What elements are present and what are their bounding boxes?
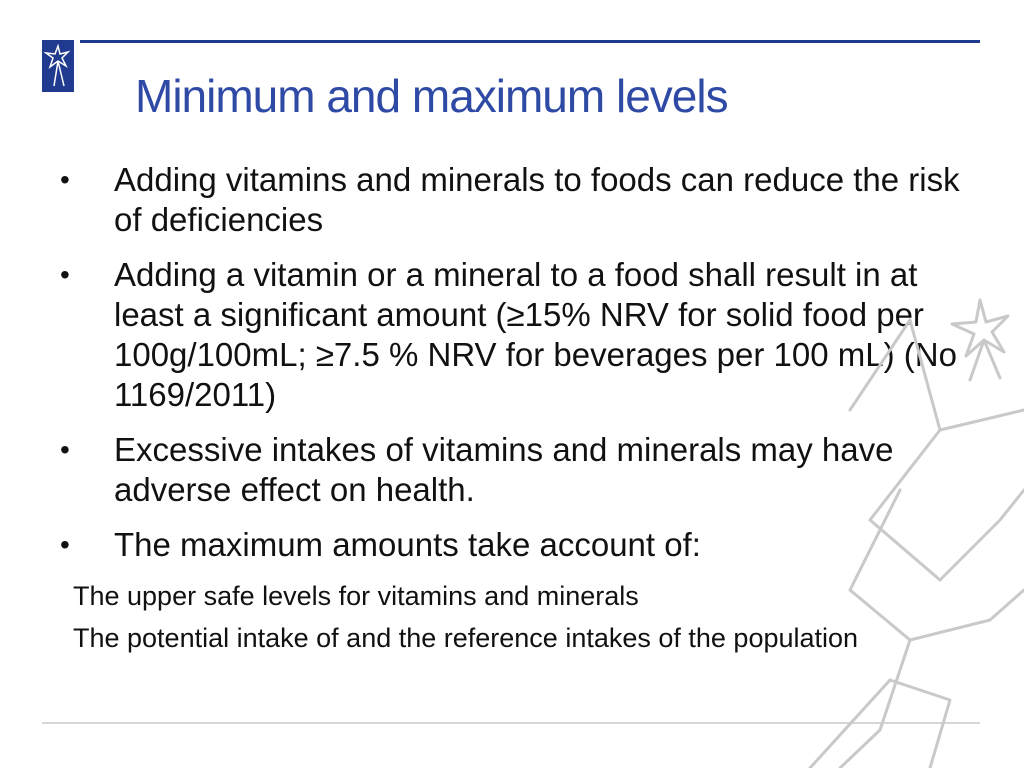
bullet-list — [60, 160, 960, 580]
bullet-text: Adding a vitamin or a mineral to a food shall result in at least a significant amount (≥15% NRV for solid food per 100g/100mL; ≥7.5 % NRV for beverages per 100 mL) (No 1169/2011) — [114, 256, 957, 413]
bullet-dot-icon: • — [60, 164, 70, 195]
sub-item-list — [73, 578, 953, 662]
star-figure-logo-icon — [42, 40, 74, 92]
bullet-dot-icon: • — [60, 259, 70, 290]
bullet-text: The maximum amounts take account of: — [114, 526, 701, 563]
bullet-dot-icon: • — [60, 529, 70, 560]
bullet-item — [60, 160, 960, 240]
bullet-item — [60, 525, 960, 565]
bullet-dot-icon: • — [60, 434, 70, 465]
sub-item: The potential intake of and the reference intakes of the population — [73, 623, 859, 653]
sub-item: The upper safe levels for vitamins and minerals — [73, 581, 639, 611]
bullet-item — [60, 255, 960, 415]
bullet-text: Adding vitamins and minerals to foods can reduce the risk of deficiencies — [114, 161, 960, 238]
logo — [42, 40, 74, 92]
bottom-rule — [42, 722, 980, 724]
slide-title: Minimum and maximum levels — [135, 70, 728, 122]
bullet-text: Excessive intakes of vitamins and minerals may have adverse effect on health. — [114, 431, 894, 508]
top-rule — [80, 40, 980, 43]
bullet-item — [60, 430, 960, 510]
